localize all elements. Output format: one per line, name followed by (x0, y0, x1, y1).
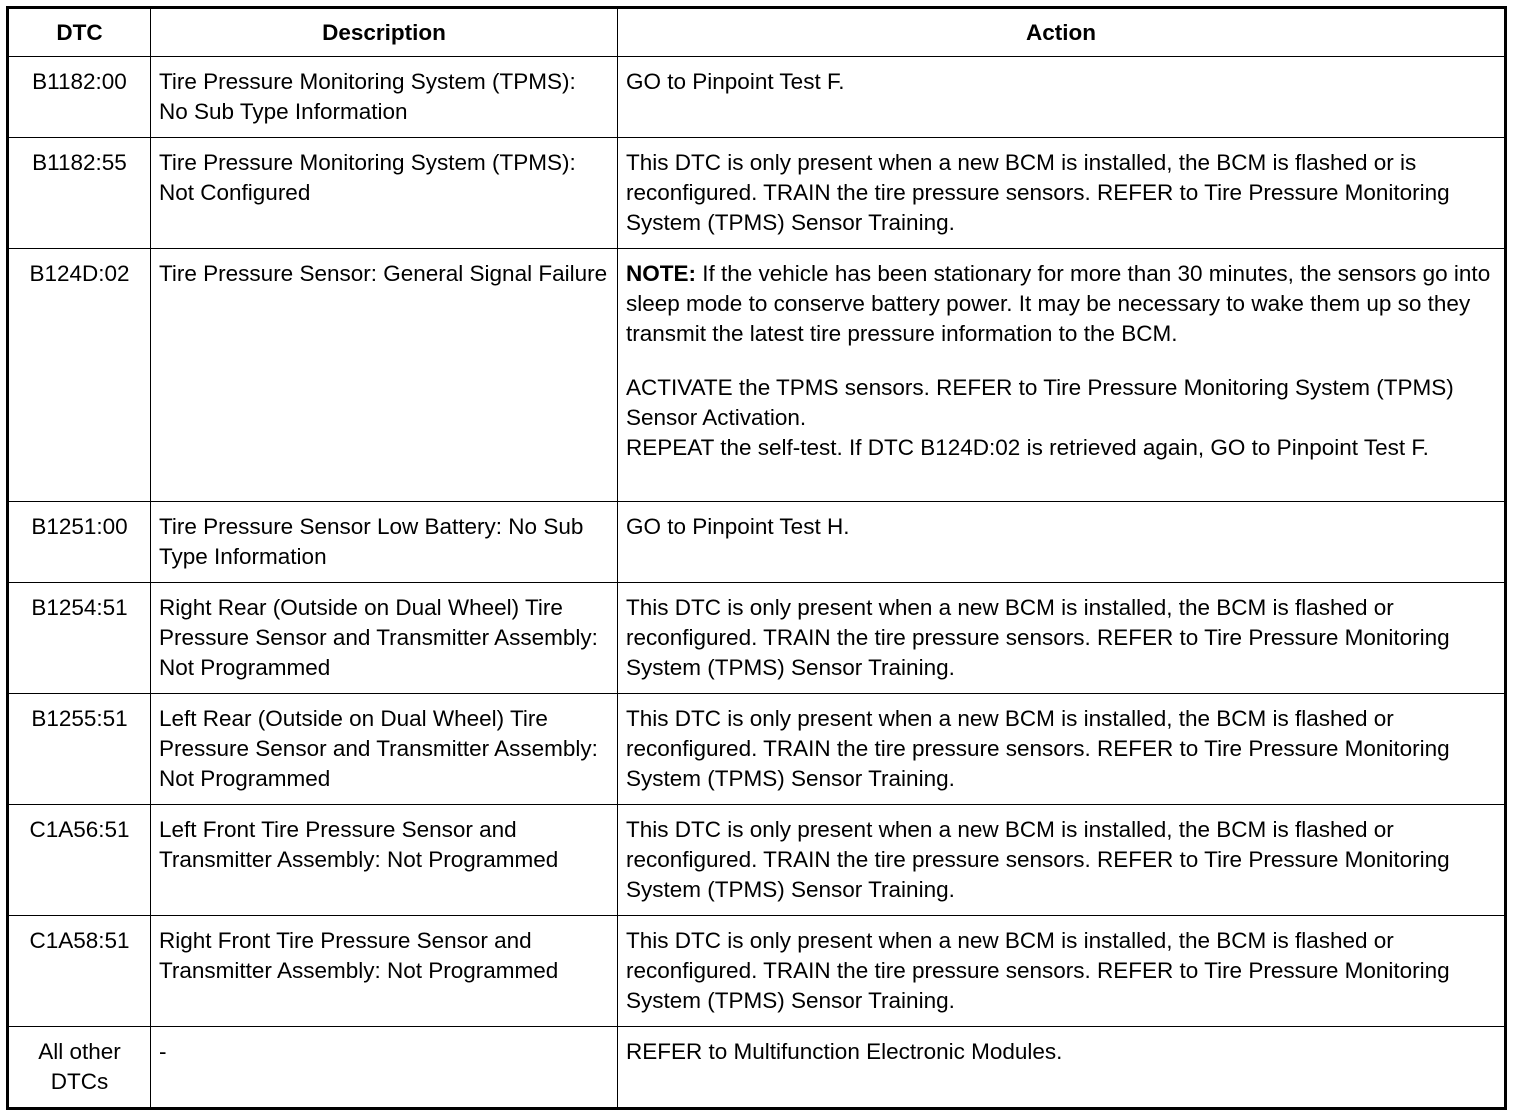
dtc-code: All other DTCs (8, 1027, 151, 1109)
dtc-description: Left Rear (Outside on Dual Wheel) Tire Pressure Sensor and Transmitter Assembly: Not Programmed (151, 694, 618, 805)
dtc-action: GO to Pinpoint Test H. (618, 502, 1506, 583)
table-row (8, 1027, 1506, 1109)
dtc-action: This DTC is only present when a new BCM is installed, the BCM is flashed or reconfigured. TRAIN the tire pressure sensors. REFER to Tire Pressure Monitoring System (TPMS) Sensor Training. (618, 694, 1506, 805)
dtc-code: B1254:51 (8, 583, 151, 694)
dtc-description: Tire Pressure Monitoring System (TPMS): No Sub Type Information (151, 57, 618, 138)
table-row (8, 583, 1506, 694)
dtc-code: C1A58:51 (8, 916, 151, 1027)
table-row (8, 805, 1506, 916)
dtc-action: This DTC is only present when a new BCM is installed, the BCM is flashed or reconfigured. TRAIN the tire pressure sensors. REFER to Tire Pressure Monitoring System (TPMS) Sensor Training. (618, 805, 1506, 916)
table-row (8, 694, 1506, 805)
action-line-repeat: REPEAT the self-test. If DTC B124D:02 is retrieved again, GO to Pinpoint Test F. (626, 435, 1429, 460)
dtc-action: This DTC is only present when a new BCM is installed, the BCM is flashed or is reconfigured. TRAIN the tire pressure sensors. REFER to Tire Pressure Monitoring System (TPMS) Sensor Training. (618, 138, 1506, 249)
note-text: If the vehicle has been stationary for more than 30 minutes, the sensors go into sleep mode to conserve battery power. It may be necessary to wake them up so they transmit the latest tire pressure information to the BCM. (626, 261, 1491, 346)
table-row (8, 138, 1506, 249)
dtc-table (6, 6, 1507, 1110)
dtc-action (618, 249, 1506, 502)
dtc-code: B1182:00 (8, 57, 151, 138)
table-row (8, 502, 1506, 583)
table-row (8, 57, 1506, 138)
dtc-description: Right Front Tire Pressure Sensor and Transmitter Assembly: Not Programmed (151, 916, 618, 1027)
table-header-row (8, 8, 1506, 57)
table-row (8, 249, 1506, 502)
header-dtc: DTC (8, 8, 151, 57)
dtc-description: Tire Pressure Sensor: General Signal Failure (151, 249, 618, 502)
dtc-code: C1A56:51 (8, 805, 151, 916)
dtc-code: B124D:02 (8, 249, 151, 502)
dtc-description: Tire Pressure Monitoring System (TPMS): Not Configured (151, 138, 618, 249)
dtc-action: This DTC is only present when a new BCM is installed, the BCM is flashed or reconfigured. TRAIN the tire pressure sensors. REFER to Tire Pressure Monitoring System (TPMS) Sensor Training. (618, 583, 1506, 694)
header-description: Description (151, 8, 618, 57)
table-row (8, 916, 1506, 1027)
dtc-description: Right Rear (Outside on Dual Wheel) Tire Pressure Sensor and Transmitter Assembly: Not Programmed (151, 583, 618, 694)
dtc-description: - (151, 1027, 618, 1109)
dtc-code: B1251:00 (8, 502, 151, 583)
dtc-action: This DTC is only present when a new BCM is installed, the BCM is flashed or reconfigured. TRAIN the tire pressure sensors. REFER to Tire Pressure Monitoring System (TPMS) Sensor Training. (618, 916, 1506, 1027)
dtc-description: Left Front Tire Pressure Sensor and Transmitter Assembly: Not Programmed (151, 805, 618, 916)
dtc-description: Tire Pressure Sensor Low Battery: No Sub Type Information (151, 502, 618, 583)
action-line-activate: ACTIVATE the TPMS sensors. REFER to Tire Pressure Monitoring System (TPMS) Sensor Activation. (626, 375, 1454, 430)
header-action: Action (618, 8, 1506, 57)
note-label: NOTE: (626, 261, 696, 286)
note-paragraph (626, 259, 1496, 349)
dtc-action: GO to Pinpoint Test F. (618, 57, 1506, 138)
dtc-code: B1182:55 (8, 138, 151, 249)
dtc-code: B1255:51 (8, 694, 151, 805)
dtc-action: REFER to Multifunction Electronic Modules. (618, 1027, 1506, 1109)
